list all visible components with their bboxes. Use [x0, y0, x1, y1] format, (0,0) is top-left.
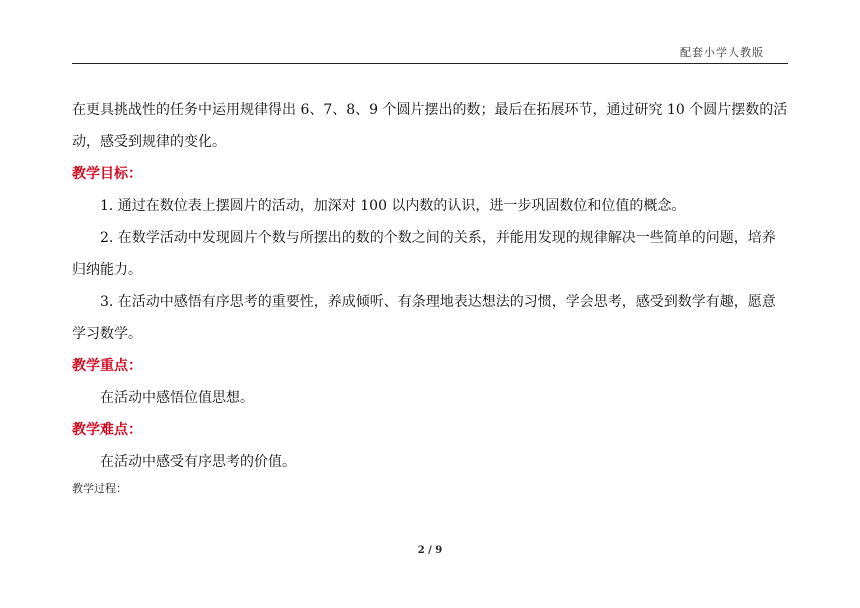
goals-heading: 教学目标：: [72, 166, 142, 182]
goal-item-2: 2. 在数学活动中发现圆片个数与所摆出的数的个数之间的关系，并能用发现的规律解决一些简单的问题，培养归纳能力。: [72, 230, 776, 278]
header-text: 配套小学人教版: [680, 46, 764, 59]
document-body: [72, 94, 788, 496]
goal-item-1: 1. 通过在数位表上摆圆片的活动，加深对 100 以内数的认识，进一步巩固数位和位值的概念。: [100, 198, 686, 214]
goal-item-3: 3. 在活动中感悟有序思考的重要性，养成倾听、有条理地表达想法的习惯，学会思考，感受到数学有趣，愿意学习数学。: [72, 294, 776, 342]
key-points-text: 在活动中感悟位值思想。: [100, 390, 254, 406]
process-label: 教学过程：: [72, 482, 127, 495]
page-number: 2 / 9: [417, 545, 443, 556]
difficulty-heading: 教学难点：: [72, 422, 142, 438]
key-points-heading: 教学重点：: [72, 358, 142, 374]
header-divider: [72, 63, 788, 64]
intro-paragraph: 在更具挑战性的任务中运用规律得出 6、7、8、9 个圆片摆出的数；最后在拓展环节，通过研究 10 个圆片摆数的活动，感受到规律的变化。: [72, 102, 788, 150]
difficulty-text: 在活动中感受有序思考的价值。: [100, 454, 296, 470]
